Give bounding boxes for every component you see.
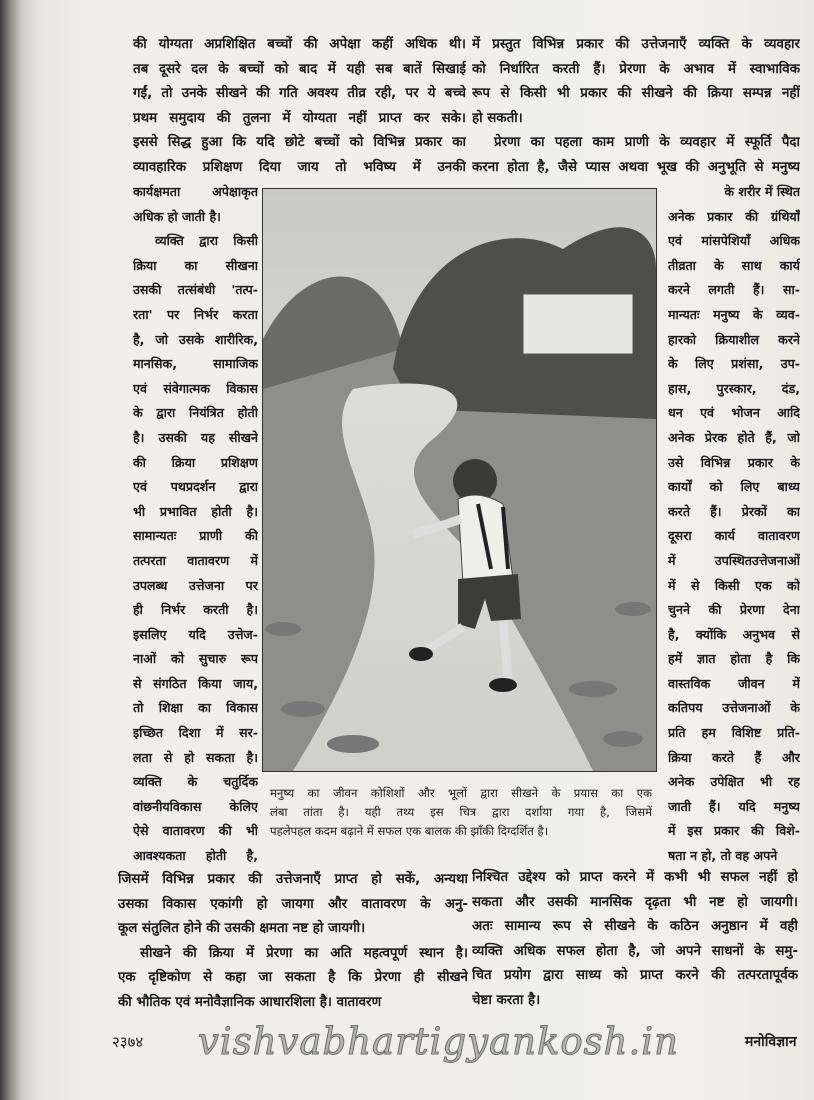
text-line: अनेक उपेक्षित भी रह xyxy=(668,774,800,790)
text-line: मनुष्य का जीवन कोशिशों और भूलों द्वारा सीखने के प्रयास का एक xyxy=(270,786,652,800)
text-line: व्यक्ति के चतुर्दिक xyxy=(133,774,258,790)
figure-caption xyxy=(270,784,652,841)
text-line: भी प्रभावित होती है। xyxy=(133,503,258,519)
text-line: हो सकती। xyxy=(472,110,523,126)
text-line: व्यक्ति द्वारा किसी xyxy=(155,233,258,249)
text-line: अधिक हो जाती है। xyxy=(133,208,221,224)
text-line: है। उसकी यह सीखने xyxy=(133,429,258,445)
text-line: वास्तविक जीवन में xyxy=(668,675,800,691)
text-line: कार्यों को लिए बाध्य xyxy=(668,479,800,495)
right-column-text xyxy=(668,180,800,869)
text-line: प्रति हम विशिष्ट प्रति- xyxy=(668,725,800,741)
text-line: लंबा तांता है। यही तथ्य इस चित्र द्वारा दर्शाया गया है, जिसमें xyxy=(270,805,652,819)
text-line: दूसरा कार्य वातावरण xyxy=(668,528,800,544)
text-line: अनेक प्रकार की ग्रंथियाँ xyxy=(668,208,800,224)
text-line: ऐसे वातावरण की भी xyxy=(133,823,258,839)
text-line: तो शिक्षा का विकास xyxy=(133,700,258,716)
text-line: मान्यतः मनुष्य के व्यव- xyxy=(668,306,800,322)
text-line: उसकी तत्संबंधी 'तत्प- xyxy=(133,282,258,298)
text-line: उसे विभिन्न प्रकार के xyxy=(668,454,800,470)
text-line: अनेक प्रेरक होते हैं, जो xyxy=(668,429,800,445)
text-line: हमें ज्ञात होता है कि xyxy=(668,651,800,667)
text-line: कूल संतुलित होने की उसकी क्षमता नष्ट हो जायगी। xyxy=(118,921,366,937)
text-line: है, जो उसके शारीरिक, xyxy=(133,331,258,347)
text-line: इससे सिद्ध हुआ कि यदि छोटे बच्चों को विभिन्न प्रकार का xyxy=(133,135,466,151)
text-line: व्यक्ति अधिक सफल होता है, जो अपने साधनों के समु- xyxy=(472,943,798,959)
text-line: व्यावहारिक प्रशिक्षण दिया जाय तो भविष्य में उनकी xyxy=(133,159,466,175)
text-line: चेष्टा करता है। xyxy=(472,992,541,1008)
text-line: के द्वारा नियंत्रित होती xyxy=(133,405,258,421)
text-line: की भौतिक एवं मनोवैज्ञानिक आधारशिला है। वातावरण xyxy=(118,994,382,1010)
text-line: प्रेरणा का पहला काम प्राणी के व्यवहार में स्फूर्ति पैदा xyxy=(494,135,800,151)
text-line: तत्परता वातावरण में xyxy=(133,552,258,568)
text-line: में से किसी एक को xyxy=(668,577,800,593)
text-line: सामान्यतः प्राणी की xyxy=(133,528,258,544)
text-line: में इस प्रकार की विशे- xyxy=(668,823,800,839)
text-line: चुनने की प्रेरणा देना xyxy=(668,602,800,618)
illustration-boy-walking-on-road xyxy=(262,188,657,772)
text-line: एवं मांसपेशियाँ अधिक xyxy=(668,233,800,249)
text-line: रता' पर निर्भर करता xyxy=(133,306,258,322)
text-line: उसका विकास एकांगी हो जायगा और वातावरण के अनु- xyxy=(118,896,468,912)
text-line: के लिए प्रशंसा, उप- xyxy=(668,356,800,372)
text-line: को निर्धारित करती हैं। प्रेरणा के अभाव में स्वाभाविक xyxy=(472,61,800,77)
text-line: षता न हो, तो वह अपने xyxy=(668,848,778,864)
bottom-right-paragraph xyxy=(472,866,798,1014)
text-line: करने लगती हैं। सा- xyxy=(668,282,800,298)
text-line: एवं पथप्रदर्शन द्वारा xyxy=(133,479,258,495)
text-line: उपलब्ध उत्तेजना पर xyxy=(133,577,258,593)
left-column-text xyxy=(133,180,258,869)
text-line: कार्यक्षमता अपेक्षाकृत xyxy=(133,184,258,199)
text-line: पहलेपहल कदम बढ़ाने में सफल एक बालक की झाँकी दिग्दर्शित है। xyxy=(270,824,549,838)
text-line: के शरीर में स्थित xyxy=(724,184,800,199)
text-line: में उपस्थितउत्तेजनाओं xyxy=(668,552,800,568)
text-line: क्रिया का सीखना xyxy=(133,257,258,273)
text-line: करना होता है, जैसे प्यास अथवा भूख की अनुभूति से मनुष्य xyxy=(472,159,800,175)
text-line: मानसिक, सामाजिक xyxy=(133,356,258,372)
text-line: में प्रस्तुत विभिन्न प्रकार की उत्तेजनाएँ व्यक्ति के व्यवहार xyxy=(472,37,800,52)
text-line: की क्रिया प्रशिक्षण xyxy=(133,454,258,470)
running-title: मनोविज्ञान xyxy=(745,1034,797,1050)
text-line: जाती हैं। यदि मनुष्य xyxy=(668,798,800,814)
text-line: गईं, तो उनके सीखने की गति अवश्य तीव्र रही, पर ये बच्चे xyxy=(133,86,466,102)
text-line: तीव्रता के साथ कार्य xyxy=(668,257,800,273)
text-line: है, क्योंकि अनुभव से xyxy=(668,626,800,642)
text-line: अतः सामान्य रूप से सीखने के कठिन अनुष्ठान में वही xyxy=(472,919,798,935)
illustration-image xyxy=(263,189,656,771)
bottom-left-paragraph xyxy=(118,868,468,1016)
page-number: २३७४ xyxy=(112,1033,144,1051)
text-line: करते हैं। प्रेरकों का xyxy=(668,503,800,519)
text-line: सकता और उसकी मानसिक दृढ़ता भी नष्ट हो जायगी। xyxy=(472,894,798,910)
text-line: कतिपय उत्तेजनाओं के xyxy=(668,700,800,716)
text-line: की योग्यता अप्रशिक्षित बच्चों की अपेक्षा कहीं अधिक थी। xyxy=(133,37,466,52)
text-line: एवं संवेगात्मक विकास xyxy=(133,380,258,396)
text-line: क्रिया करते हैं और xyxy=(668,749,800,765)
top-right-paragraph xyxy=(472,33,800,181)
text-line: जिसमें विभिन्न प्रकार की उत्तेजनाएँ प्राप्त हो सकें, अन्यथा xyxy=(118,872,468,887)
text-line: हारको क्रियाशील करने xyxy=(668,331,800,347)
text-line: तब दूसरे दल के बच्चों को बाद में यही सब बातें सिखाई xyxy=(133,61,466,77)
text-line: धन एवं भोजन आदि xyxy=(668,405,800,421)
text-line: नाओं को सुचारु रूप xyxy=(133,651,258,667)
text-line: वांछनीयविकास केलिए xyxy=(133,798,258,814)
text-line: प्रथम समुदाय की तुलना में योग्यता नहीं प्राप्त कर सके। xyxy=(133,110,466,126)
text-line: रूप से किसी भी प्रकार की सीखने की क्रिया सम्पन्न नहीं xyxy=(472,86,800,102)
text-line: से संगठित किया जाय, xyxy=(133,675,258,691)
watermark: vishvabhartigyankosh.in xyxy=(198,1020,679,1063)
text-line: सीखने की क्रिया में प्रेरणा का अति महत्वपूर्ण स्थान है। xyxy=(140,945,468,961)
text-line: ही निर्भर करती है। xyxy=(133,602,258,618)
text-line: एक दृष्टिकोण से कहा जा सकता है कि प्रेरणा ही सीखने xyxy=(118,970,468,986)
text-line: निश्चित उद्देश्य को प्राप्त करने में कभी भी सफल नहीं हो xyxy=(472,870,798,885)
text-line: आवश्यकता होती है, xyxy=(133,848,258,864)
text-line: हास, पुरस्कार, दंड, xyxy=(668,380,800,396)
top-left-paragraph xyxy=(133,33,466,181)
text-line: लता से हो सकता है। xyxy=(133,749,258,765)
text-line: इच्छित दिशा में सर- xyxy=(133,725,258,741)
text-line: चित प्रयोग द्वारा साध्य को प्राप्त करने की तत्परतापूर्वक xyxy=(472,968,798,984)
text-line: इसलिए यदि उत्तेज- xyxy=(133,626,258,642)
